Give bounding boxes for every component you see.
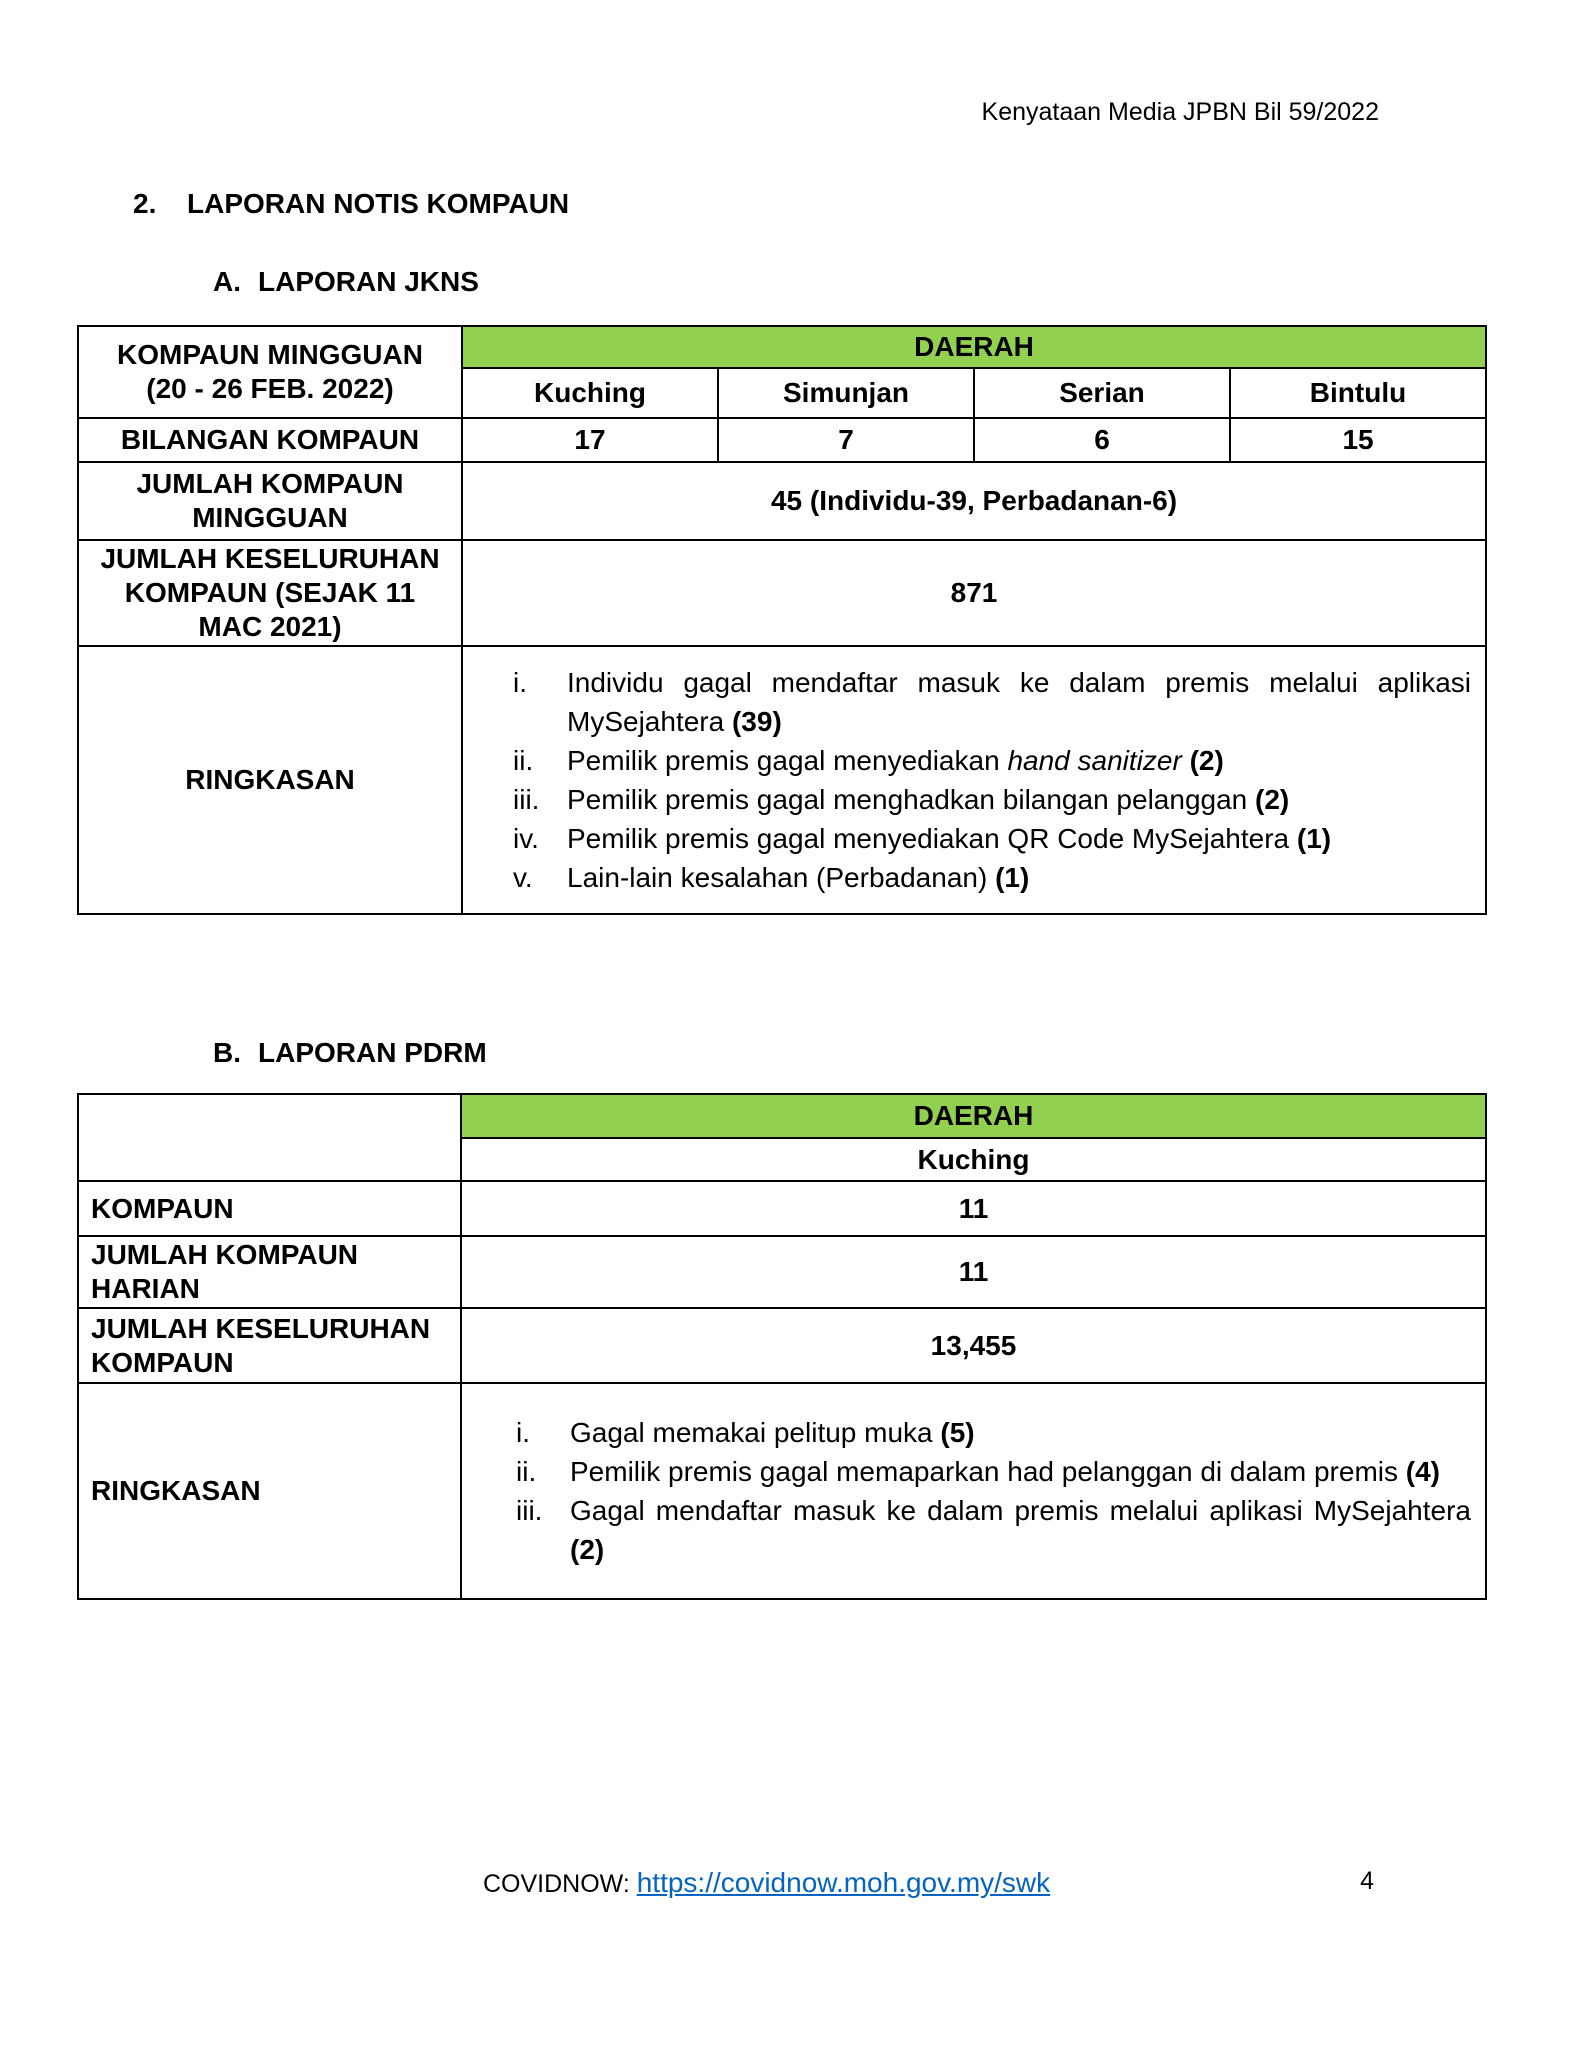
pdrm-harian-value: 11 [461, 1236, 1486, 1308]
pdrm-keseluruhan-label-line2: KOMPAUN [91, 1346, 234, 1378]
pdrm-table [77, 1093, 1487, 1600]
pdrm-ringkasan-label: RINGKASAN [78, 1383, 461, 1599]
jumlah-keseluruhan-label [78, 540, 462, 646]
document-reference: Kenyataan Media JPBN Bil 59/2022 [981, 98, 1379, 126]
item-number: i. [516, 1417, 530, 1448]
period-header [78, 326, 462, 418]
item-number: iii. [516, 1495, 543, 1526]
item-text: Pemilik premis gagal memaparkan had pelanggan di dalam premis (4) [570, 1456, 1440, 1487]
item-count: (4) [1405, 1456, 1440, 1487]
pdrm-kompaun-value: 11 [461, 1181, 1486, 1236]
item-number: ii. [513, 745, 534, 776]
list-item [513, 741, 1471, 780]
jkns-letter: A. [213, 266, 241, 297]
footer [483, 1867, 1050, 1899]
item-count: (39) [731, 706, 782, 737]
item-text: Individu gagal mendaftar masuk ke dalam premis melalui aplikasi MySejahtera (39) [567, 667, 1472, 737]
district-simunjan: Simunjan [718, 368, 974, 418]
pdrm-kompaun-label: KOMPAUN [78, 1181, 461, 1236]
pdrm-letter: B. [213, 1037, 241, 1068]
jumlah-keseluruhan-label-line3: MAC 2021) [198, 611, 342, 642]
jkns-title: LAPORAN JKNS [258, 266, 479, 297]
pdrm-corner-cell [78, 1094, 461, 1181]
jkns-heading [213, 266, 479, 298]
item-number: v. [513, 862, 533, 893]
pdrm-keseluruhan-value: 13,455 [461, 1308, 1486, 1383]
pdrm-harian-label [78, 1236, 461, 1308]
item-count: (2) [1189, 745, 1224, 776]
item-text: Pemilik premis gagal menghadkan bilangan pelanggan (2) [567, 784, 1290, 815]
bilangan-simunjan: 7 [718, 418, 974, 462]
list-item [513, 819, 1471, 858]
pdrm-ringkasan-content [461, 1383, 1486, 1599]
daerah-header: DAERAH [462, 326, 1486, 368]
jumlah-mingguan-label [78, 462, 462, 540]
bilangan-serian: 6 [974, 418, 1230, 462]
covidnow-link[interactable]: https://covidnow.moh.gov.my/swk [636, 1867, 1051, 1898]
period-label: KOMPAUN MINGGUAN [117, 339, 423, 370]
bilangan-kuching: 17 [462, 418, 718, 462]
list-item [516, 1452, 1471, 1491]
pdrm-keseluruhan-label [78, 1308, 461, 1383]
list-item [513, 858, 1471, 897]
pdrm-heading [213, 1037, 487, 1069]
item-number: i. [513, 667, 527, 698]
page-number: 4 [1360, 1867, 1374, 1895]
district-serian: Serian [974, 368, 1230, 418]
list-item [513, 780, 1471, 819]
list-item [513, 663, 1471, 741]
footer-label: COVIDNOW: [483, 1870, 630, 1898]
ringkasan-list [513, 663, 1471, 897]
item-text: Gagal mendaftar masuk ke dalam premis melalui aplikasi MySejahtera (2) [570, 1495, 1471, 1565]
item-number: iii. [513, 784, 540, 815]
item-text: Lain-lain kesalahan (Perbadanan) (1) [567, 862, 1030, 893]
pdrm-district-kuching: Kuching [461, 1138, 1486, 1181]
pdrm-harian-label-line2: HARIAN [91, 1273, 200, 1304]
ringkasan-content [462, 646, 1486, 914]
list-item [516, 1413, 1471, 1452]
section-number: 2. [133, 188, 157, 219]
section-heading [133, 188, 569, 220]
pdrm-title: LAPORAN PDRM [258, 1037, 487, 1068]
jkns-table [77, 325, 1487, 915]
item-count: (1) [1296, 823, 1332, 854]
bilangan-bintulu: 15 [1230, 418, 1486, 462]
item-number: iv. [513, 823, 539, 854]
item-text: Gagal memakai pelitup muka (5) [570, 1417, 975, 1448]
district-bintulu: Bintulu [1230, 368, 1486, 418]
district-kuching: Kuching [462, 368, 718, 418]
section-title: LAPORAN NOTIS KOMPAUN [187, 188, 570, 219]
pdrm-keseluruhan-label-line1: JUMLAH KESELURUHAN [91, 1312, 431, 1344]
list-item [516, 1491, 1471, 1569]
item-count: (2) [570, 1534, 605, 1565]
item-text: Pemilik premis gagal menyediakan QR Code MySejahtera (1) [567, 823, 1332, 854]
item-text: Pemilik premis gagal menyediakan hand sanitizer (2) [567, 745, 1224, 776]
bilangan-label: BILANGAN KOMPAUN [78, 418, 462, 462]
item-count: (1) [995, 862, 1030, 893]
item-count: (5) [940, 1417, 975, 1448]
jumlah-keseluruhan-label-line1: JUMLAH KESELURUHAN [100, 543, 440, 574]
item-count: (2) [1255, 784, 1290, 815]
item-number: ii. [516, 1456, 537, 1487]
jumlah-mingguan-label-line1: JUMLAH KOMPAUN [136, 468, 404, 499]
ringkasan-label: RINGKASAN [78, 646, 462, 914]
jumlah-keseluruhan-value: 871 [462, 540, 1486, 646]
pdrm-harian-label-line1: JUMLAH KOMPAUN [91, 1239, 359, 1270]
pdrm-daerah-header: DAERAH [461, 1094, 1486, 1138]
jumlah-mingguan-value: 45 (Individu-39, Perbadanan-6) [462, 462, 1486, 540]
jumlah-mingguan-label-line2: MINGGUAN [192, 502, 348, 533]
period-dates: (20 - 26 FEB. 2022) [146, 373, 394, 404]
pdrm-ringkasan-list [516, 1413, 1471, 1569]
jumlah-keseluruhan-label-line2: KOMPAUN (SEJAK 11 [124, 577, 416, 608]
